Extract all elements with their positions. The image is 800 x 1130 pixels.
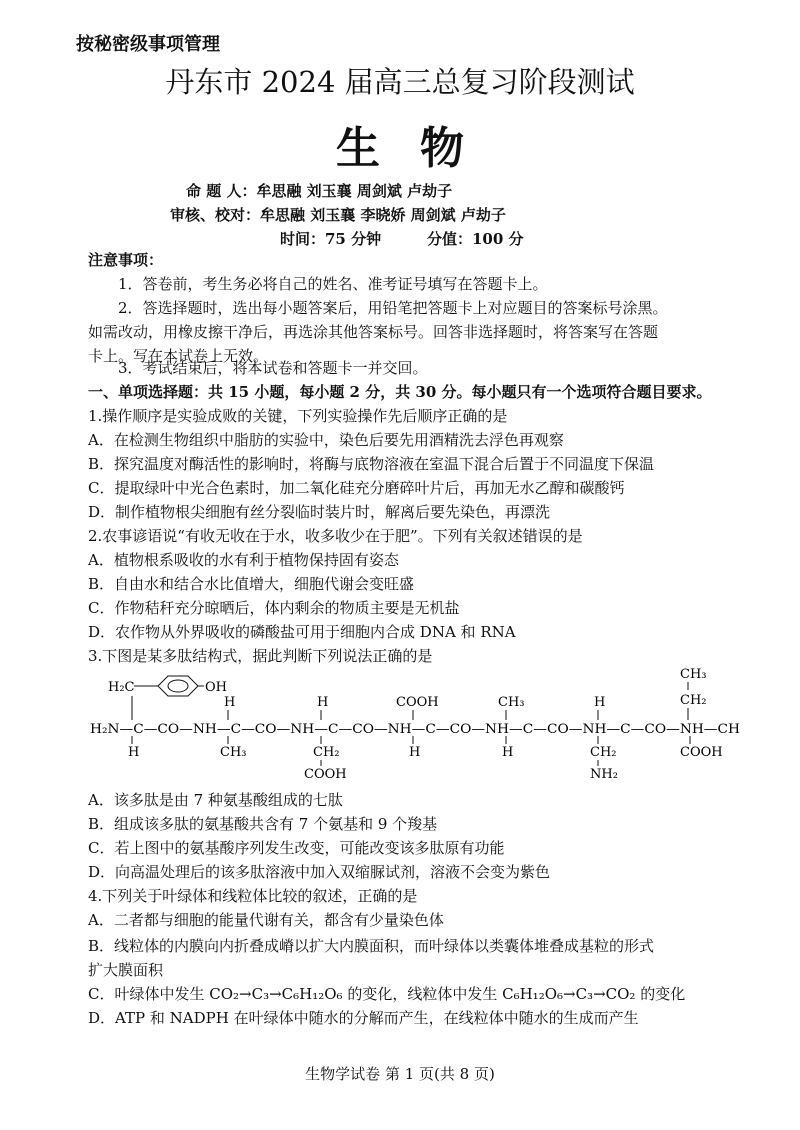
section-heading: 一、单项选择题：共 15 小题，每小题 2 分，共 30 分。每小题只有一个选项符合题目要求。 — [88, 383, 712, 401]
subject-title: 生物 — [336, 123, 504, 174]
h-top-2: H — [224, 695, 236, 710]
q2-option-c: C．作物秸秆充分晾晒后，体内剩余的物质主要是无机盐 — [88, 599, 460, 617]
q2-option-b: B．自由水和结合水比值增大，细胞代谢会变旺盛 — [88, 575, 415, 593]
q1-option-d: D．制作植物根尖细胞有丝分裂临时装片时，解离后要先染色，再漂洗 — [88, 503, 551, 521]
score-info: 分值：100 分 — [427, 230, 524, 248]
cooh-bottom-3: COOH — [304, 767, 347, 782]
reviewers-label: 审核、校对： — [170, 206, 261, 224]
ch3-top-7: CH₃ — [680, 667, 707, 682]
ch2-bottom-3: CH₂ — [313, 745, 340, 760]
h-bottom-1: H — [128, 745, 140, 760]
q3-option-a: A．该多肽是由 7 种氨基酸组成的七肽 — [88, 791, 343, 809]
q4-option-d: D．ATP 和 NADPH 在叶绿体中随水的分解而产生，在线粒体中随水的生成而产生 — [88, 1009, 639, 1027]
ch3-bottom-2: CH₃ — [220, 745, 247, 760]
time-info: 时间：75 分钟 — [280, 230, 382, 248]
q3-stem: 3.下图是某多肽结构式，据此判断下列说法正确的是 — [88, 647, 433, 665]
authors-label: 命 题 人： — [186, 182, 257, 200]
q1-option-b: B．探究温度对酶活性的影响时，将酶与底物溶液在室温下混合后置于不同温度下保温 — [88, 455, 655, 473]
q1-stem: 1.操作顺序是实验成败的关键，下列实验操作先后顺序正确的是 — [88, 407, 508, 425]
note-1: 1．答卷前，考生务必将自己的姓名、准考证号填写在答题卡上。 — [118, 275, 548, 293]
q4-option-c: C．叶绿体中发生 CO₂→C₃→C₆H₁₂O₆ 的变化，线粒体中发生 C₆H₁₂O₆→C₃→CO₂ 的变化 — [88, 985, 686, 1003]
note-3: 3．考试结束后，将本试卷和答题卡一并交回。 — [118, 359, 428, 377]
q3-option-d: D．向高温处理后的该多肽溶液中加入双缩脲试剂，溶液不会变为紫色 — [88, 863, 551, 881]
reviewers-names: 牟思融 刘玉襄 李晓娇 周剑斌 卢劫子 — [260, 206, 506, 224]
q4-option-b: B．线粒体的内膜向内折叠成嵴以扩大内膜面积，而叶绿体以类囊体堆叠成基粒的形式 — [88, 937, 655, 955]
h-top-6: H — [594, 695, 606, 710]
oh-label: OH — [205, 680, 227, 695]
q4-option-a: A．二者都与细胞的能量代谢有关，都含有少量染色体 — [88, 911, 444, 929]
reviewers-line — [170, 204, 506, 225]
q2-stem: 2.农事谚语说“有收无收在于水，收多收少在于肥”。下列有关叙述错误的是 — [88, 527, 583, 545]
confidential-label: 按秘密级事项管理 — [76, 34, 220, 55]
cooh-bottom-7: COOH — [680, 745, 723, 760]
authors-names: 牟思融 刘玉襄 周剑斌 卢劫子 — [256, 182, 453, 200]
ch2-bottom-6: CH₂ — [590, 745, 617, 760]
q4-stem: 4.下列关于叶绿体和线粒体比较的叙述，正确的是 — [88, 887, 418, 905]
note-2: 2．答选择题时，选出每小题答案后，用铅笔把答题卡上对应题目的答案标号涂黑。 — [118, 299, 668, 317]
q4-option-b-cont: 扩大膜面积 — [88, 961, 164, 979]
polypeptide-structure — [88, 664, 748, 788]
h-top-3: H — [317, 695, 329, 710]
q3-option-c: C．若上图中的氨基酸序列发生改变，可能改变该多肽原有功能 — [88, 839, 505, 857]
ch2-top-7: CH₂ — [680, 693, 707, 708]
authors-line — [186, 180, 452, 201]
q2-option-a: A．植物根系吸收的水有利于植物保持固有姿态 — [88, 551, 399, 569]
q2-option-d: D．农作物从外界吸收的磷酸盐可用于细胞内合成 DNA 和 RNA — [88, 623, 516, 641]
exam-title: 丹东市 2024 届高三总复习阶段测试 — [165, 65, 635, 99]
h2c-label: H₂C — [108, 680, 135, 695]
nh2-bottom-6: NH₂ — [590, 767, 618, 782]
peptide-backbone: H₂N—C—CO—NH—C—CO—NH—C—CO—NH—C—CO—NH—C—CO—NH—C—CO—NH—CH — [90, 722, 740, 737]
q3-option-b: B．组成该多肽的氨基酸共含有 7 个氨基和 9 个羧基 — [88, 815, 438, 833]
q1-option-a: A．在检测生物组织中脂肪的实验中，染色后要先用酒精洗去浮色再观察 — [88, 431, 564, 449]
page-footer: 生物学试卷 第 1 页(共 8 页) — [305, 1065, 495, 1083]
notes-heading: 注意事项： — [88, 251, 164, 269]
h-bottom-5: H — [502, 745, 514, 760]
note-2-cont: 如需改动，用橡皮擦干净后，再选涂其他答案标号。回答非选择题时，将答案写在答题 — [88, 323, 659, 341]
ch3-top-5: CH₃ — [498, 695, 525, 710]
cooh-top-4: COOH — [396, 695, 439, 710]
q1-option-c: C．提取绿叶中光合色素时，加二氧化硅充分磨碎叶片后，再加无水乙醇和碳酸钙 — [88, 479, 625, 497]
note-2-end: 卡上。写在本试卷上无效。 — [88, 347, 269, 365]
benzene-ring-icon — [158, 676, 198, 696]
h-bottom-4: H — [409, 745, 421, 760]
